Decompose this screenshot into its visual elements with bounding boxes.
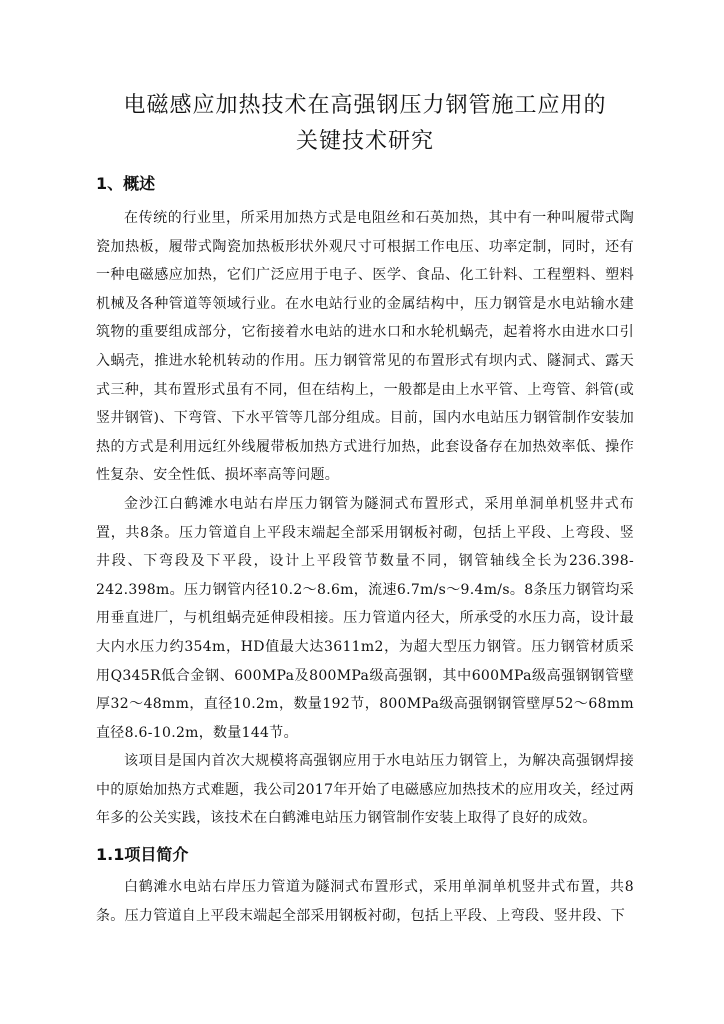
document-page [96, 88, 634, 930]
paragraph-significance: 该项目是国内首次大规模将高强钢应用于水电站压力钢管上，为解决高强钢焊接中的原始加热方式难题，我公司2017年开始了电磁感应加热技术的应用攻关，经过两年多的公关实践，该技术在白鹤滩电站压力钢管制作安装上取得了良好的成效。 [96, 753, 634, 827]
paragraph-intro: 在传统的行业里，所采用加热方式是电阻丝和石英加热，其中有一种叫履带式陶瓷加热板，履带式陶瓷加热板形状外观尺寸可根据工作电压、功率定制，同时，还有一种电磁感应加热，它们广泛应用于电子、医学、食品、化工针料、工程塑料、塑料机械及各种管道等领域行业。在水电站行业的金属结构中，压力钢管是水电站输水建筑物的重要组成部分，它衔接着水电站的进水口和水轮机蜗壳，起着将水由进水口引入蜗壳，推进水轮机转动的作用。压力钢管常见的布置形式有坝内式、隧洞式、露天式三种，其布置形式虽有不同，但在结构上，一般都是由上水平管、上弯管、斜管(或竖井钢管)、下弯管、下水平管等几部分组成。目前，国内水电站压力钢管制作安装加热的方式是利用远红外线履带板加热方式进行加热，此套设备存在加热效率低、操作性复杂、安全性低、损坏率高等问题。 [96, 210, 634, 484]
title-line-1: 电磁感应加热技术在高强钢压力钢管施工应用的 [123, 93, 607, 118]
paragraph-project-intro: 白鹤滩水电站右岸压力管道为隧洞式布置形式，采用单洞单机竖井式布置，共8条。压力管道自上平段末端起全部采用钢板衬砌，包括上平段、上弯段、竖井段、下 [96, 879, 634, 924]
section-heading-project-intro: 1.1项目简介 [96, 845, 189, 865]
section-heading-overview: 1、概述 [96, 174, 156, 193]
paragraph-project-details: 金沙江白鹤滩水电站右岸压力钢管为隧洞式布置形式，采用单洞单机竖井式布置，共8条。压力管道自上平段末端起全部采用钢板衬砌，包括上平段、上弯段、竖井段、下弯段及下平段，设计上平段管节数量不同，钢管轴线全长为236.398-242.398m。压力钢管内径10.2～8.6m，流速6.7m/s～9.4m/s。8条压力钢管均采用垂直进厂，与机组蜗壳延伸段相接。压力管道内径大，所承受的水压力高，设计最大内水压力约354m，HD值最大达3611m2，为超大型压力钢管。压力钢管材质采用Q345R低合金钢、600MPa及800MPa级高强钢，其中600MPa级高强钢钢管壁厚32～48mm，直径10.2m，数量192节，800MPa级高强钢钢管壁厚52～68mm直径8.6-10.2m，数量144节。 [96, 495, 634, 741]
title-line-2: 关键技术研究 [295, 129, 434, 154]
document-title [96, 88, 634, 160]
